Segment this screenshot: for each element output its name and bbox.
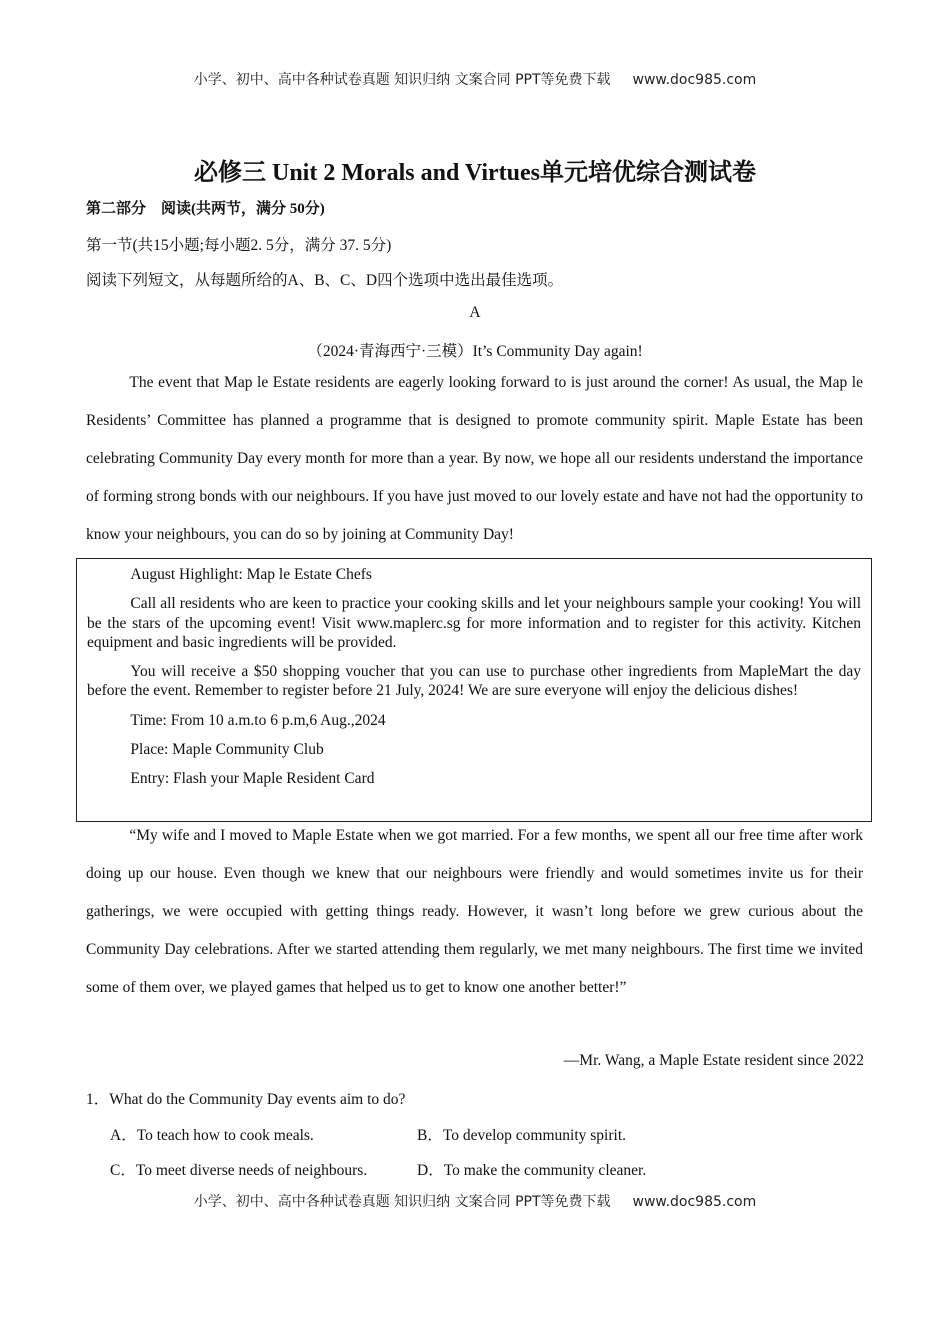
option-d: D．To make the community cleaner. [417,1162,647,1179]
event-notice-box [76,558,872,822]
notice-entry: Entry: Flash your Maple Resident Card [130,770,375,788]
question-stem: 1．What do the Community Day events aim to do? [86,1091,406,1108]
page-title: 必修三 Unit 2 Morals and Virtues单元培优综合测试卷 [193,160,756,186]
passage-label: A [469,304,481,321]
notice-paragraph-1: Call all residents who are keen to practice your cooking skills and let your neighbours sample your cooking! You will be the stars of the upcoming event! Visit www.maplerc.sg for more information and to register for this activity. Kitchen equipment and basic ingredients will be provided. [87,595,861,651]
page-header-watermark [0,69,950,89]
page-footer-watermark [0,1191,950,1211]
option-a: A．To teach how to cook meals. [110,1127,314,1144]
passage-paragraph-1: The event that Map le Estate residents are eagerly looking forward to is just around the corner! As usual, the Map le Residents’ Committee has planned a programme that is designed to promote community spirit. Maple Estate has been celebrating Community Day every month for more than a year. By now, we hope all our residents understand the importance of forming strong bonds with our neighbours. If you have just moved to our lovely estate and have not had the opportunity to know your neighbours, you can do so by joining at Community Day! [86,374,863,543]
passage-paragraph-2: “My wife and I moved to Maple Estate when we got married. For a few months, we spent all our free time after work doing up our house. Even though we knew that our neighbours were friendly and would sometimes invite us for their gatherings, we were occupied with getting things ready. However, it wasn’t long before we grew curious about the Community Day celebrations. After we started attending them regularly, we met many neighbours. The first time we invited some of them over, we played games that helped us to get to know one another better!” [86,827,863,996]
part-heading: 第二部分 阅读(共两节，满分 50分) [86,201,325,217]
header-text: 小学、初中、高中各种试卷真题 知识归纳 文案合同 PPT等免费下载 [193,72,611,88]
notice-place: Place: Maple Community Club [130,741,324,759]
quote-attribution: —Mr. Wang, a Maple Estate resident since 2022 [563,1052,864,1069]
option-c: C．To meet diverse needs of neighbours. [110,1162,368,1179]
passage-title: （2024·青海西宁·三模）It’s Community Day again! [307,343,643,360]
footer-text: 小学、初中、高中各种试卷真题 知识归纳 文案合同 PPT等免费下载 [193,1194,611,1210]
section-heading: 第一节(共15小题;每小题2. 5分，满分 37. 5分) [86,237,392,254]
footer-url: www.doc985.com [632,1194,757,1210]
notice-time: Time: From 10 a.m.to 6 p.m,6 Aug.,2024 [130,711,386,729]
notice-paragraph-2: You will receive a $50 shopping voucher that you can use to purchase other ingredients from MapleMart the day before the event. Remember to register before 21 July, 2024! We are sure everyone will enjoy the delicious dishes! [87,663,861,700]
instruction: 阅读下列短文，从每题所给的A、B、C、D四个选项中选出最佳选项。 [86,272,564,289]
option-b: B．To develop community spirit. [417,1127,627,1144]
header-url: www.doc985.com [632,72,757,88]
notice-heading: August Highlight: Map le Estate Chefs [130,566,372,583]
